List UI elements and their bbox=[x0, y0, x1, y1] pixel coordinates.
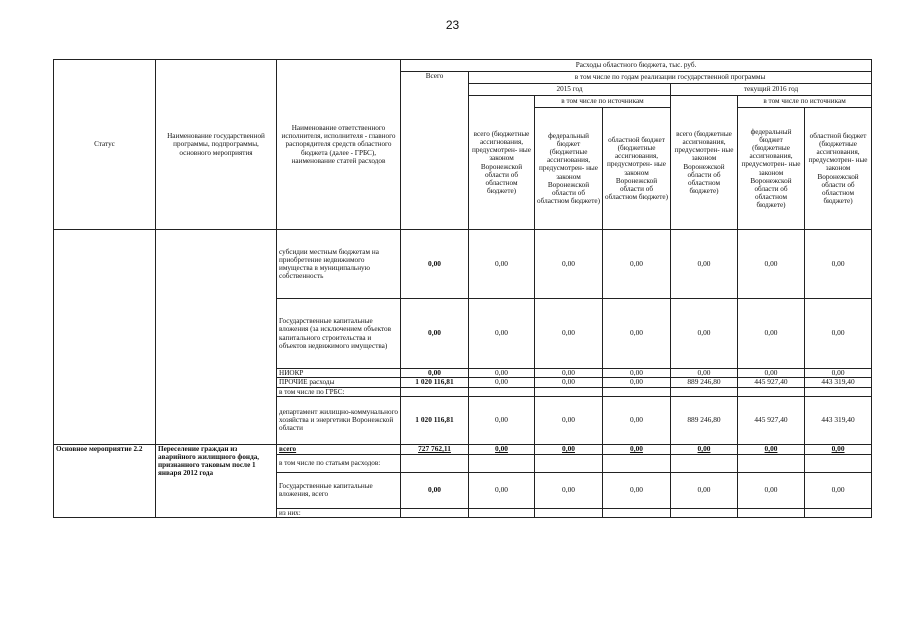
cell-2016-federal: 445 927,40 bbox=[738, 396, 805, 444]
cell-2016-all: 0,00 bbox=[671, 230, 738, 299]
header-2015-federal: федеральный бюджет (бюджетные ассигнования, предусмотрен- ные законом Воронежской области об областном бюджете) bbox=[535, 108, 603, 230]
measure-status: Основное мероприятие 2.2 bbox=[54, 444, 156, 517]
cell-2015-all: 0,00 bbox=[469, 230, 535, 299]
header-total: Всего bbox=[401, 72, 469, 230]
cell-total: 0,00 bbox=[401, 299, 469, 369]
header-2016-regional: областной бюджет (бюджетные ассигнования, предусмотрен- ные законом Воронежской области об областном бюджете) bbox=[805, 108, 872, 230]
cell-2016-regional bbox=[805, 454, 872, 472]
page-number: 23 bbox=[445, 18, 460, 32]
cell-2016-federal: 0,00 bbox=[738, 444, 805, 454]
cell-2016-federal: 0,00 bbox=[738, 369, 805, 378]
row-name: департамент жилищно-коммунального хозяйства и энергетики Воронежской области bbox=[277, 396, 401, 444]
cell-2016-federal bbox=[738, 508, 805, 517]
header-program: Наименование государственной программы, подпрограммы, основного мероприятия bbox=[156, 60, 277, 230]
header-by-years: в том числе по годам реализации государственной программы bbox=[469, 72, 872, 84]
cell-total bbox=[401, 454, 469, 472]
cell-2016-all: 0,00 bbox=[671, 472, 738, 508]
header-2016-sources: в том числе по источникам bbox=[738, 96, 872, 108]
cell-2016-regional: 443 319,40 bbox=[805, 396, 872, 444]
cell-2015-federal: 0,00 bbox=[535, 369, 603, 378]
row-name: НИОКР bbox=[277, 369, 401, 378]
cell-2015-all: 0,00 bbox=[469, 444, 535, 454]
cell-2015-regional: 0,00 bbox=[603, 472, 671, 508]
cell-2015-all bbox=[469, 508, 535, 517]
header-2016-all: всего (бюджетные ассигнования, предусмотрен- ные законом Воронежской области об областном бюджете) bbox=[671, 96, 738, 230]
cell-2015-federal: 0,00 bbox=[535, 378, 603, 387]
cell-total: 1 020 116,81 bbox=[401, 378, 469, 387]
cell-2015-regional bbox=[603, 454, 671, 472]
cell-total: 0,00 bbox=[401, 230, 469, 299]
cell-2016-regional: 0,00 bbox=[805, 472, 872, 508]
cell-2016-all: 889 246,80 bbox=[671, 396, 738, 444]
cell-2015-regional bbox=[603, 508, 671, 517]
cell-2016-federal bbox=[738, 387, 805, 396]
cell-2015-regional: 0,00 bbox=[603, 299, 671, 369]
cell-2015-regional: 0,00 bbox=[603, 444, 671, 454]
header-2016-federal: федеральный бюджет (бюджетные ассигнования, предусмотрен- ные законом Воронежской области об областном бюджете) bbox=[738, 108, 805, 230]
row-name: в том числе по статьям расходов: bbox=[277, 454, 401, 472]
cell-2016-all bbox=[671, 454, 738, 472]
cell-2015-federal: 0,00 bbox=[535, 444, 603, 454]
row-name: из них: bbox=[277, 508, 401, 517]
row-name: Государственные капитальные вложения, всего bbox=[277, 472, 401, 508]
header-year-2015: 2015 год bbox=[469, 84, 671, 96]
cell-2016-regional: 0,00 bbox=[805, 444, 872, 454]
header-executor: Наименование ответственного исполнителя, исполнителя - главного распорядителя средств областного бюджета (далее - ГРБС), наименование статей расходов bbox=[277, 60, 401, 230]
cell-2015-federal: 0,00 bbox=[535, 230, 603, 299]
cell-2015-regional: 0,00 bbox=[603, 369, 671, 378]
cell-2016-federal bbox=[738, 454, 805, 472]
cell-2016-all bbox=[671, 387, 738, 396]
header-2015-regional: областной бюджет (бюджетные ассигнования, предусмотрен- ные законом Воронежской области об областном бюджете) bbox=[603, 108, 671, 230]
cell-2016-all: 889 246,80 bbox=[671, 378, 738, 387]
cell-2015-all: 0,00 bbox=[469, 369, 535, 378]
cell-2016-regional: 0,00 bbox=[805, 299, 872, 369]
header-2015-all: всего (бюджетные ассигнования, предусмотрен- ные законом Воронежской области об областном бюджете) bbox=[469, 96, 535, 230]
row-name: всего bbox=[277, 444, 401, 454]
header-year-2016: текущий 2016 год bbox=[671, 84, 872, 96]
header-expenses: Расходы областного бюджета, тыс. руб. bbox=[401, 60, 872, 72]
row-name: субсидии местным бюджетам на приобретение недвижимого имущества в муниципальную собственность bbox=[277, 230, 401, 299]
cell-2015-all bbox=[469, 387, 535, 396]
cell-2015-all: 0,00 bbox=[469, 472, 535, 508]
cell-2015-regional: 0,00 bbox=[603, 378, 671, 387]
cell-total: 727 762,11 bbox=[401, 444, 469, 454]
table-row bbox=[54, 230, 872, 299]
cell-2015-all: 0,00 bbox=[469, 378, 535, 387]
cell-total: 0,00 bbox=[401, 369, 469, 378]
cell-2015-federal: 0,00 bbox=[535, 299, 603, 369]
cell-2015-all: 0,00 bbox=[469, 299, 535, 369]
cell-2016-regional: 0,00 bbox=[805, 369, 872, 378]
cell-2015-federal: 0,00 bbox=[535, 396, 603, 444]
cell-2016-regional bbox=[805, 387, 872, 396]
cell-total: 1 020 116,81 bbox=[401, 396, 469, 444]
cell-2015-federal: 0,00 bbox=[535, 472, 603, 508]
table-row bbox=[54, 444, 872, 454]
cell-2015-regional bbox=[603, 387, 671, 396]
cell-total: 0,00 bbox=[401, 472, 469, 508]
cell-2016-regional: 0,00 bbox=[805, 230, 872, 299]
cell-2016-federal: 445 927,40 bbox=[738, 378, 805, 387]
cell-2015-all: 0,00 bbox=[469, 396, 535, 444]
cell-2016-all: 0,00 bbox=[671, 299, 738, 369]
cell-2015-regional: 0,00 bbox=[603, 230, 671, 299]
cell-2015-federal bbox=[535, 387, 603, 396]
measure-program: Переселение граждан из аварийного жилищного фонда, признанного таковым после 1 января 2012 года bbox=[156, 444, 277, 517]
cell-2016-regional bbox=[805, 508, 872, 517]
cell-2015-federal bbox=[535, 508, 603, 517]
header-2015-sources: в том числе по источникам bbox=[535, 96, 671, 108]
program-cell-empty bbox=[156, 230, 277, 445]
cell-2016-all: 0,00 bbox=[671, 369, 738, 378]
row-name: ПРОЧИЕ расходы bbox=[277, 378, 401, 387]
cell-2015-federal bbox=[535, 454, 603, 472]
header-status: Статус bbox=[54, 60, 156, 230]
cell-2015-regional: 0,00 bbox=[603, 396, 671, 444]
cell-2016-regional: 443 319,40 bbox=[805, 378, 872, 387]
row-name: в том числе по ГРБС: bbox=[277, 387, 401, 396]
cell-total bbox=[401, 508, 469, 517]
cell-2016-all: 0,00 bbox=[671, 444, 738, 454]
cell-total bbox=[401, 387, 469, 396]
status-cell-empty bbox=[54, 230, 156, 445]
row-name: Государственные капитальные вложения (за исключением объектов капитального строительства и объектов недвижимого имущества) bbox=[277, 299, 401, 369]
cell-2016-federal: 0,00 bbox=[738, 299, 805, 369]
cell-2015-all bbox=[469, 454, 535, 472]
cell-2016-all bbox=[671, 508, 738, 517]
budget-table bbox=[53, 59, 872, 518]
cell-2016-federal: 0,00 bbox=[738, 230, 805, 299]
cell-2016-federal: 0,00 bbox=[738, 472, 805, 508]
header-row-1 bbox=[54, 60, 872, 72]
